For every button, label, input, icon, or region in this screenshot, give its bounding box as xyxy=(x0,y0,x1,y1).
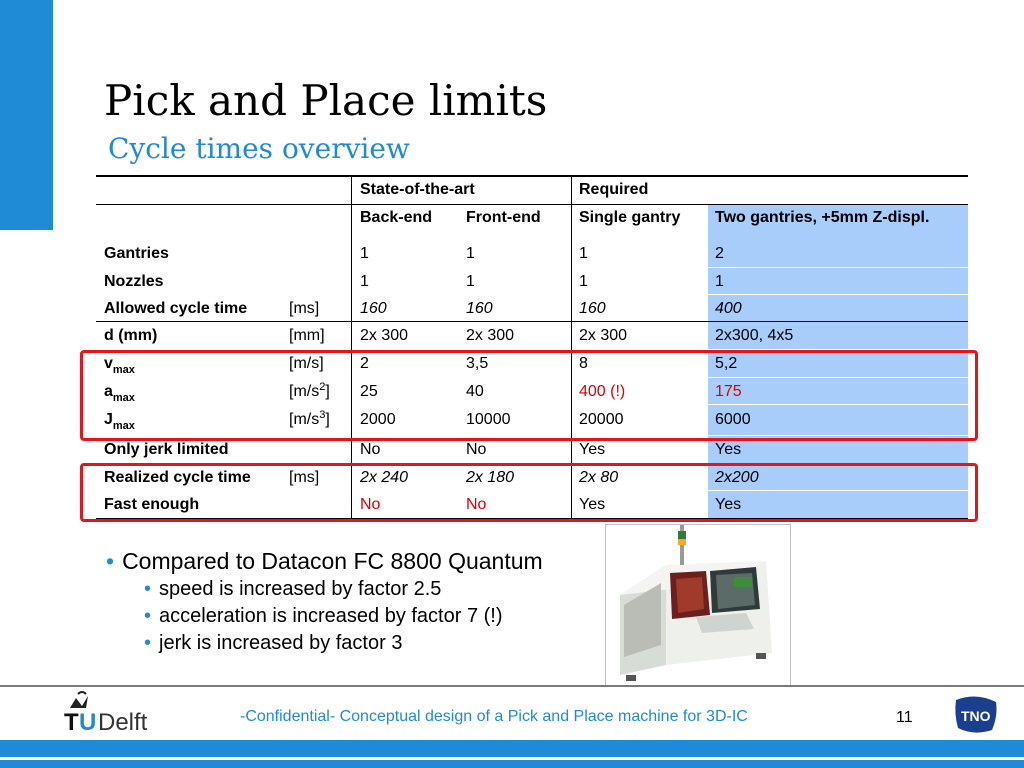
tudelft-logo xyxy=(62,690,172,736)
table-cell: 3,5 xyxy=(466,355,489,372)
table-cell: 20000 xyxy=(579,411,624,428)
table-cell: 1 xyxy=(466,273,475,290)
row-label: Only jerk limited xyxy=(104,441,229,458)
table-column-header: Front-end xyxy=(466,209,541,226)
row-label: Nozzles xyxy=(104,273,164,290)
table-column-header: Two gantries, +5mm Z-displ. xyxy=(715,209,930,226)
svg-text:TNO: TNO xyxy=(961,708,991,724)
table-cell: 1 xyxy=(360,245,369,262)
header-accent-bar xyxy=(0,0,53,230)
table-cell: 2x 300 xyxy=(360,327,409,344)
row-label: $a_{max}$ xyxy=(104,383,135,404)
table-cell: 8 xyxy=(579,355,588,372)
table-cell: 1 xyxy=(579,245,588,262)
bullet-sub: • speed is increased by factor 2.5 xyxy=(144,578,442,600)
row-label: Fast enough xyxy=(104,496,200,513)
table-cell: 400 xyxy=(715,300,742,317)
row-label: Gantries xyxy=(104,245,169,262)
row-label: $J_{max}$ xyxy=(104,411,135,432)
emphasis-box-motion-limits xyxy=(80,350,978,441)
table-cell: No xyxy=(360,441,381,458)
row-label: $v_{max}$ xyxy=(104,355,135,376)
table-cell: 2x 300 xyxy=(579,327,628,344)
table-column-header: Single gantry xyxy=(579,209,681,226)
table-cell: No xyxy=(360,496,381,513)
row-label: Allowed cycle time xyxy=(104,300,248,317)
row-unit: $[m/s^3]$ xyxy=(289,409,330,428)
table-column-header: Back-end xyxy=(360,209,433,226)
table-cell: 1 xyxy=(360,273,369,290)
table-cell: 160 xyxy=(466,300,493,317)
slide-title: Pick and Place limits xyxy=(104,76,548,125)
table-cell: 25 xyxy=(360,383,378,400)
svg-text:U: U xyxy=(79,709,97,736)
table-header-rule xyxy=(96,204,968,205)
footer-caption: -Confidential- Conceptual design of a Pick and Place machine for 3D-IC xyxy=(240,708,748,725)
table-cell: 2000 xyxy=(360,411,396,428)
table-cell: Yes xyxy=(715,441,742,458)
table-cell: 2x 180 xyxy=(466,469,515,486)
table-cell: 2x 240 xyxy=(360,469,409,486)
bullet-sub: • acceleration is increased by factor 7 (!) xyxy=(144,605,503,627)
table-cell: Yes xyxy=(579,496,606,513)
machine-photo xyxy=(605,524,791,686)
row-label: Realized cycle time xyxy=(104,469,251,486)
table-cell: No xyxy=(466,441,487,458)
table-cell: 1 xyxy=(715,273,724,290)
table-cell: 1 xyxy=(579,273,588,290)
table-cell: 160 xyxy=(579,300,606,317)
slide-subtitle: Cycle times overview xyxy=(108,132,410,165)
table-cell: 2x 300 xyxy=(466,327,515,344)
bullet-main: • Compared to Datacon FC 8800 Quantum xyxy=(106,548,543,574)
table-cell: 10000 xyxy=(466,411,511,428)
row-unit: [m/s] xyxy=(289,355,324,372)
table-cell: 2 xyxy=(360,355,369,372)
table-cell: 2x200 xyxy=(715,469,759,486)
svg-text:Delft: Delft xyxy=(98,709,148,736)
table-cell: 160 xyxy=(360,300,387,317)
bullet-sub: • jerk is increased by factor 3 xyxy=(144,632,403,654)
table-top-rule xyxy=(96,175,968,177)
table-cell: 175 xyxy=(715,383,742,400)
table-cell: 5,2 xyxy=(715,355,738,372)
table-cell: No xyxy=(466,496,487,513)
table-mid-rule xyxy=(96,321,968,322)
row-unit: $[m/s^2]$ xyxy=(289,381,330,400)
table-cell: Yes xyxy=(715,496,742,513)
table-cell: 2x300, 4x5 xyxy=(715,327,794,344)
table-cell: 1 xyxy=(466,245,475,262)
table-cell: 40 xyxy=(466,383,484,400)
svg-text:T: T xyxy=(64,709,79,736)
table-cell: Yes xyxy=(579,441,606,458)
page-number: 11 xyxy=(896,709,913,726)
footer-band xyxy=(0,760,1024,768)
row-unit: [mm] xyxy=(289,327,325,344)
table-cell: 400 (!) xyxy=(579,383,626,400)
row-unit: [ms] xyxy=(289,469,320,486)
table-group-header: Required xyxy=(579,181,649,198)
tno-logo xyxy=(952,690,1000,738)
emphasis-box-cycle-results xyxy=(80,463,978,522)
table-cell: 6000 xyxy=(715,411,751,428)
table-cell: 2x 80 xyxy=(579,469,619,486)
row-label: d (mm) xyxy=(104,327,158,344)
footer-rule xyxy=(0,685,1024,687)
table-group-header: State-of-the-art xyxy=(360,181,475,198)
footer-band xyxy=(0,740,1024,757)
row-unit: [ms] xyxy=(289,300,320,317)
table-cell: 2 xyxy=(715,245,724,262)
